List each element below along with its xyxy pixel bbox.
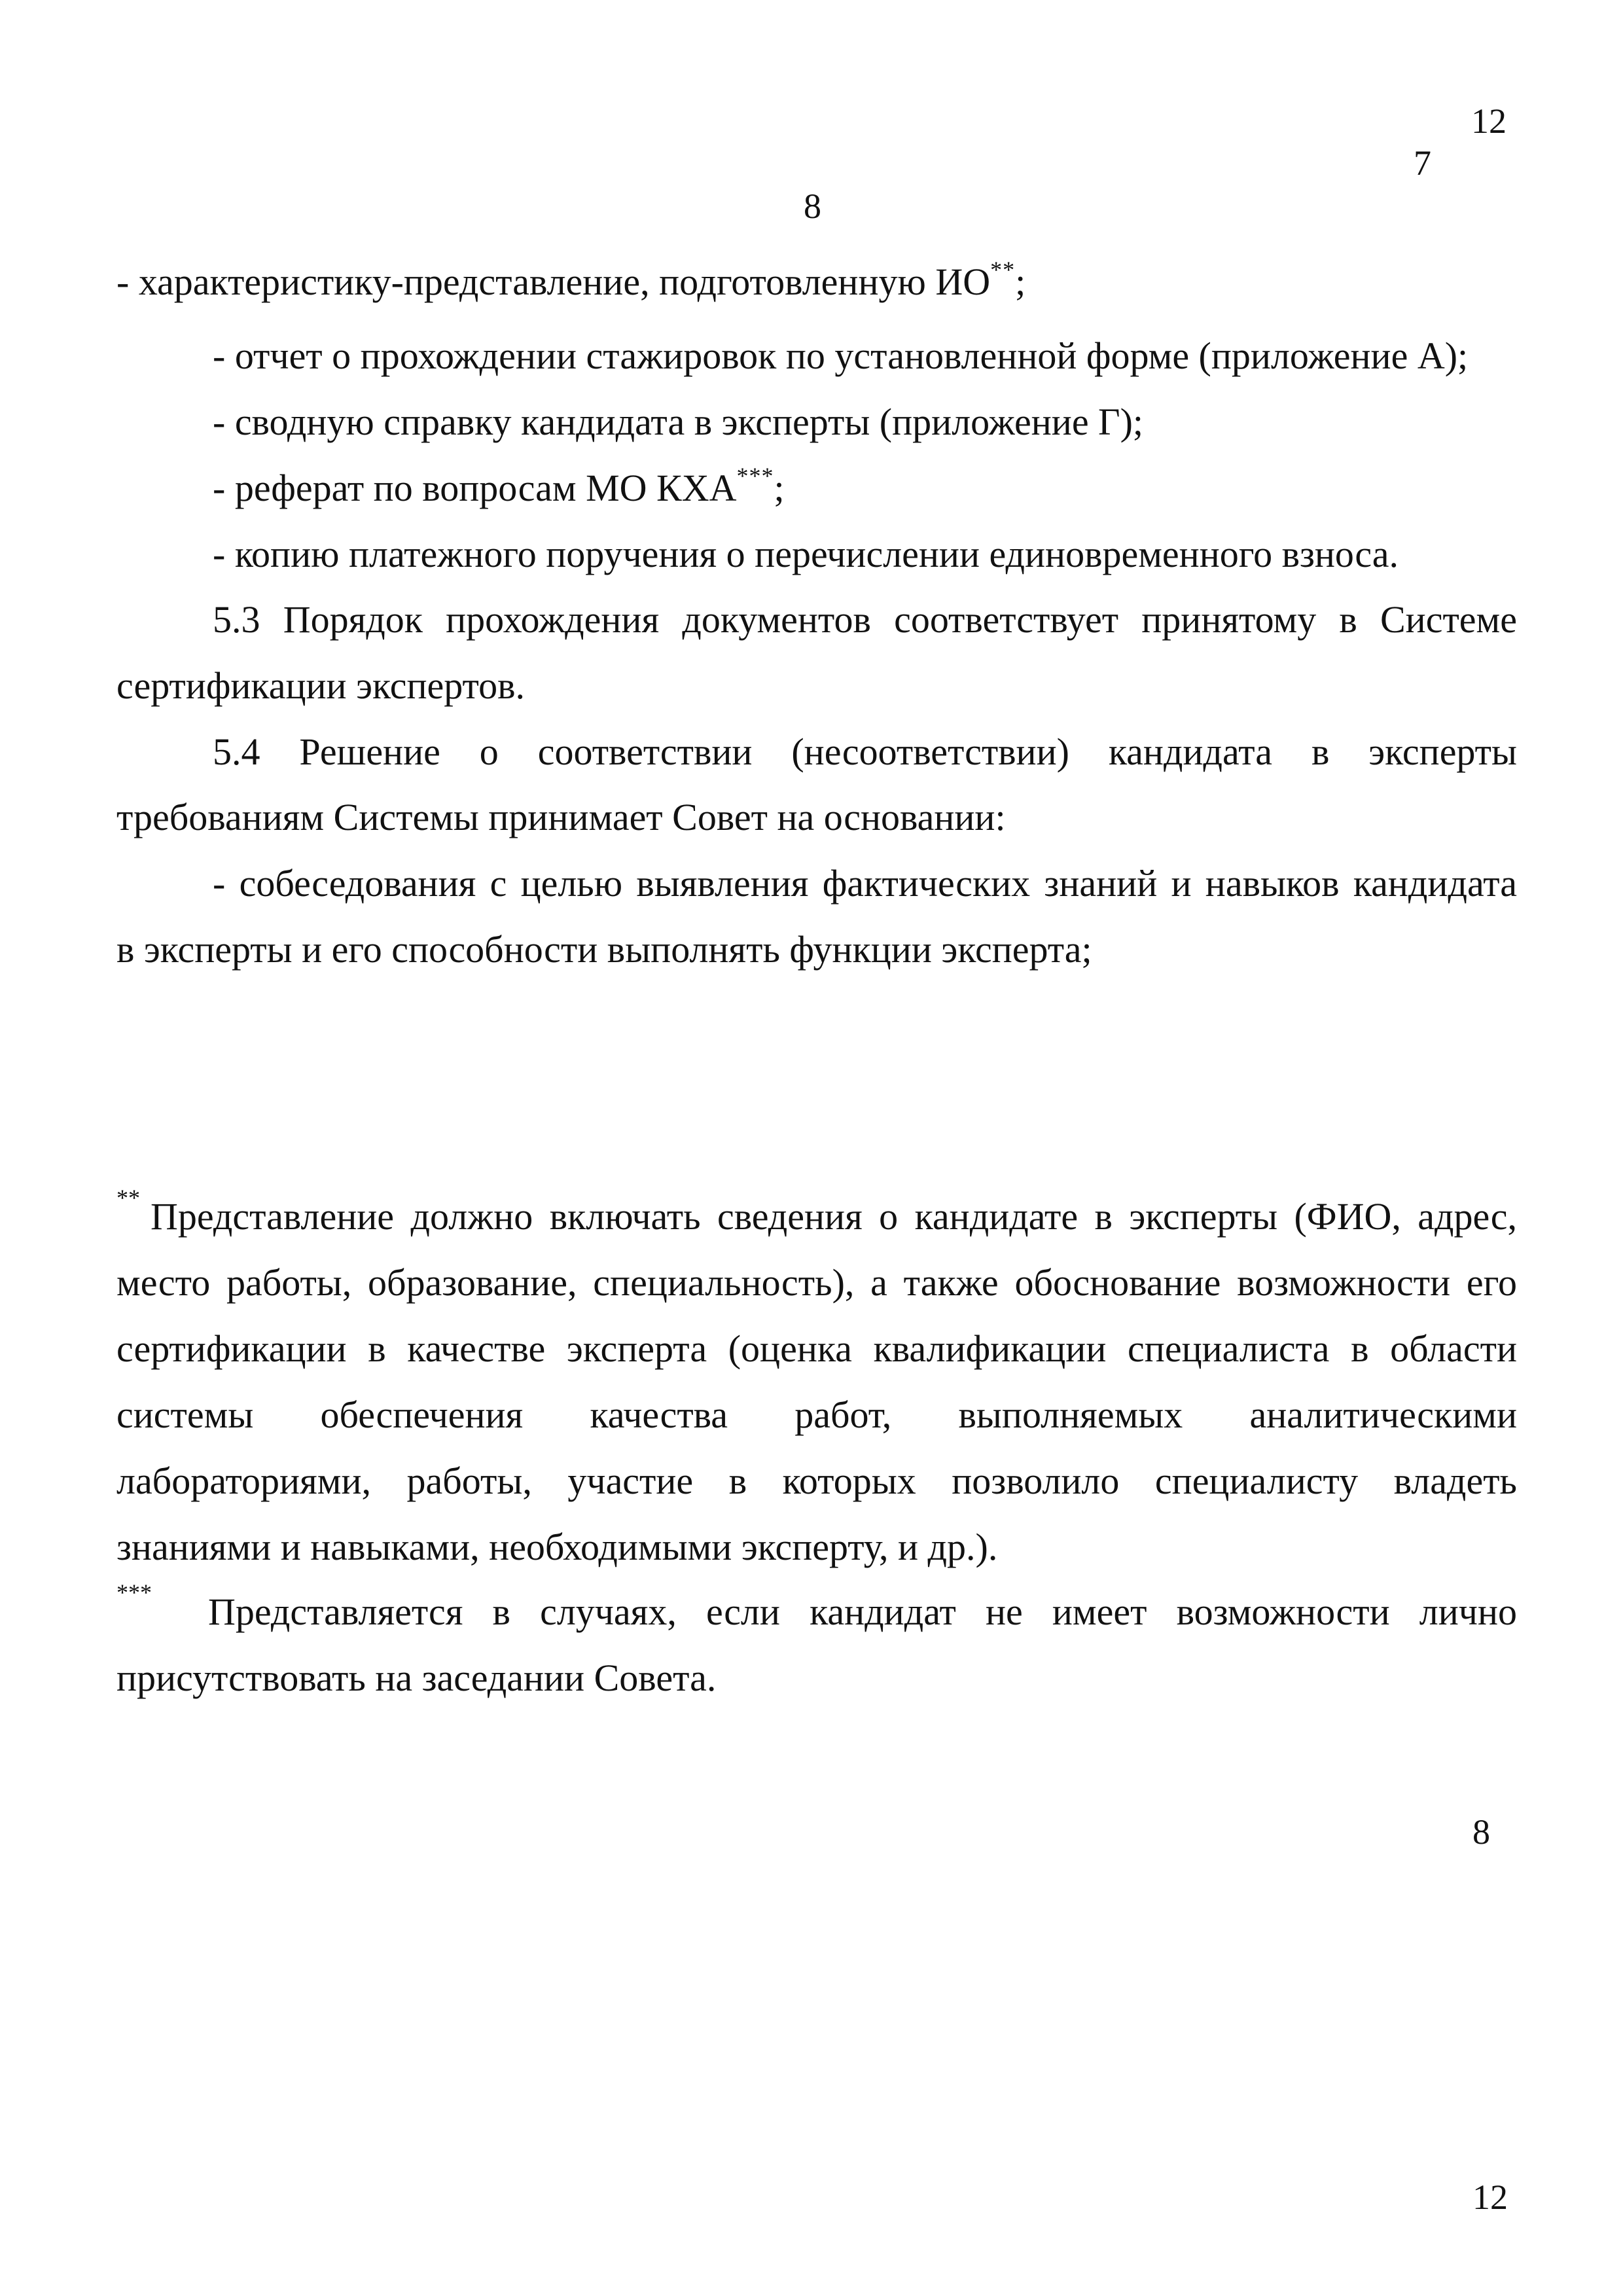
footnote-line: присутствовать на заседании Совета. xyxy=(116,1657,717,1699)
footnote-marker: *** xyxy=(116,1579,152,1605)
page-number-bottom-right: 12 xyxy=(1472,2178,1508,2217)
page-number-bottom-middle: 8 xyxy=(1472,1812,1490,1852)
footnote-line: место работы, образование, специальность), а также обоснование возможности его xyxy=(116,1261,1517,1304)
footnote-line: лабораториями, работы, участие в которых позволило специалисту владеть xyxy=(116,1460,1517,1502)
footnote-line: системы обеспечения качества работ, выполняемых аналитическими xyxy=(116,1393,1517,1436)
page-number-top-secondary: 7 xyxy=(1414,143,1431,183)
list-item-text: - отчет о прохождении стажировок по установленной форме (приложение А); xyxy=(213,334,1469,377)
footnote-line: Представление должно включать сведения о кандидате в эксперты (ФИО, адрес, xyxy=(151,1195,1517,1238)
footnote-line: знаниями и навыками, необходимыми эксперту, и др.). xyxy=(116,1526,998,1568)
list-item-tail: ; xyxy=(774,467,785,509)
list-item xyxy=(213,403,1143,441)
footnote-reference: *** xyxy=(736,463,774,489)
footnote-line: Представляется в случаях, если кандидат не имеет возможности лично xyxy=(208,1590,1517,1633)
clause-5-4-item-line-2: в эксперты и его способности выполнять функции эксперта; xyxy=(116,928,1092,971)
list-item xyxy=(213,535,1399,573)
list-item-text: - сводную справку кандидата в эксперты (приложение Г); xyxy=(213,401,1144,443)
clause-5-3-line-1: 5.3 Порядок прохождения документов соответствует принятому в Системе xyxy=(213,598,1517,641)
page-number-top-right: 12 xyxy=(1471,101,1507,141)
list-item xyxy=(116,257,1026,303)
list-item-text: - характеристику-представление, подготовленную ИО xyxy=(116,260,991,303)
list-item xyxy=(213,334,1469,377)
footnote-marker: ** xyxy=(116,1185,140,1211)
clause-5-4-item-line-1: - собеседования с целью выявления фактических знаний и навыков кандидата xyxy=(213,862,1517,905)
list-item-tail: ; xyxy=(1015,260,1026,303)
list-item-text: - копию платежного поручения о перечислении единовременного взноса. xyxy=(213,533,1399,575)
footnote-line: сертификации в качестве эксперта (оценка квалификации специалиста в области xyxy=(116,1327,1517,1370)
clause-5-3-line-2: сертификации экспертов. xyxy=(116,664,525,707)
list-item-text: - реферат по вопросам МО КХА xyxy=(213,467,737,509)
clause-5-4-line-2: требованиям Системы принимает Совет на основании: xyxy=(116,796,1006,838)
list-item xyxy=(213,463,785,509)
clause-5-4-line-1: 5.4 Решение о соответствии (несоответствии) кандидата в эксперты xyxy=(213,730,1517,773)
footnote-reference: ** xyxy=(990,257,1016,283)
page-number-top-center: 8 xyxy=(804,187,821,226)
